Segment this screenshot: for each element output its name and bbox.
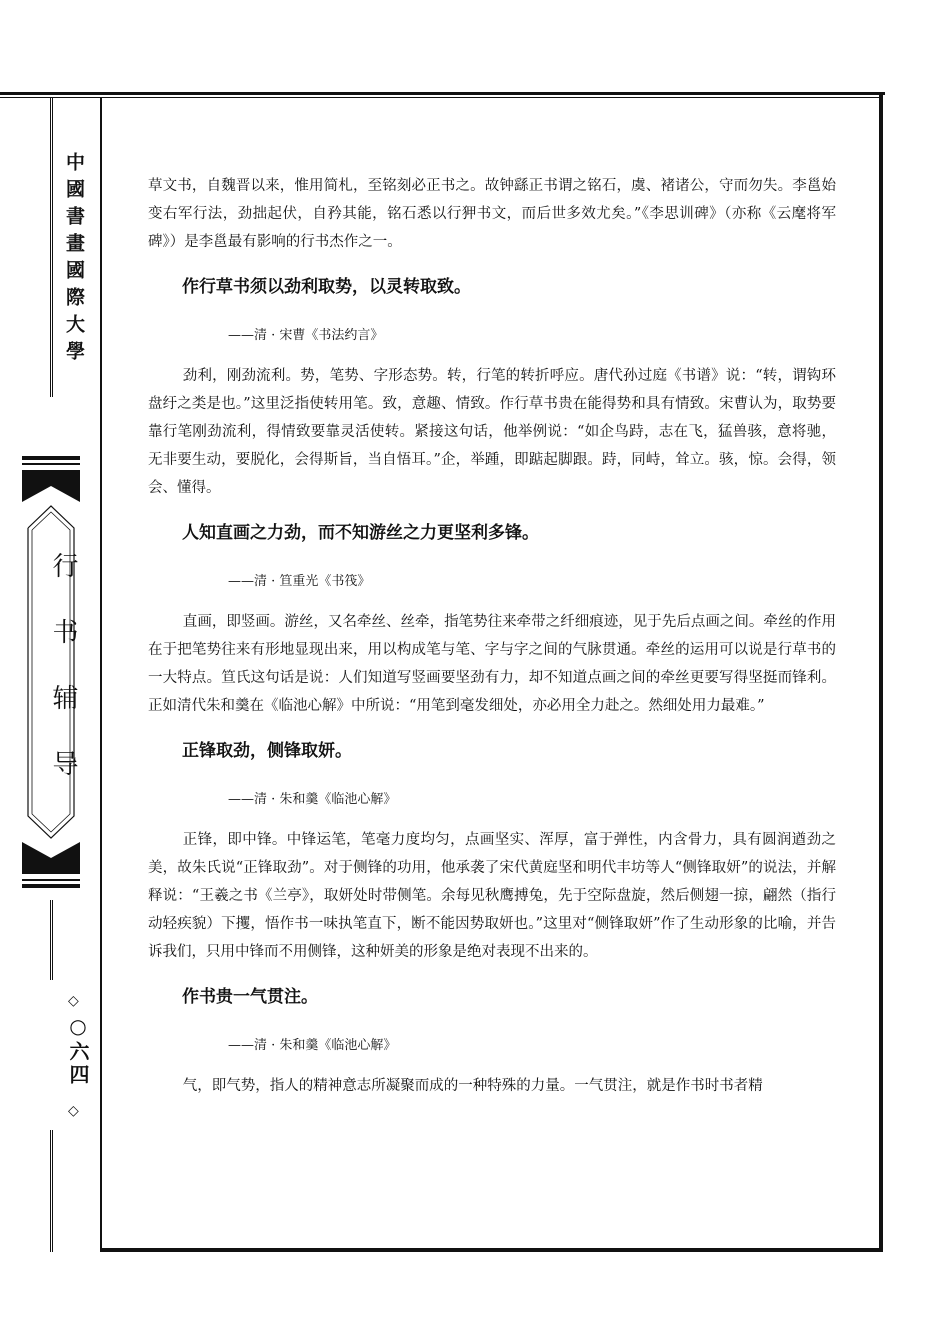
body-paragraph: 直画，即竖画。游丝，又名牵丝、丝牵，指笔势往来牵带之纤细痕迹，见于先后点画之间。牵丝的作用在于把笔势往来有形地显现出来，用以构成笔与笔、字与字之间的气脉贯通。牵丝的运用可以说是行草书的一大特点。笪氏这句话是说：人们知道写竖画要坚劲有力，却不知道点画之间的牵丝更要写得坚挺而锋利。正如清代朱和羹在《临池心解》中所说：“用笔到毫发细处，亦必用全力赴之。然细处用力最难。” (148, 614, 836, 714)
chapter-title: 行书辅导 (48, 552, 78, 816)
quote-source: ——清 · 宋曹《书法约言》 (228, 328, 384, 343)
frame-left-border (100, 97, 102, 1252)
diamond-ornament-icon: ◇ (68, 993, 79, 1009)
body-paragraph: 正锋，即中锋。中锋运笔，笔毫力度均匀，点画坚实、浑厚，富于弹性，内含骨力，具有圆润遒劲之美，故朱氏说“正锋取劲”。对于侧锋的功用，他承袭了宋代黄庭坚和明代丰坊等人“侧锋取妍”的说法，并解释说：“王羲之书《兰亭》，取妍处时带侧笔。余每见秋鹰搏兔，先于空际盘旋，然后侧翅一掠，翩然（指行动轻疾貌）下攫，悟作书一味执笔直下，断不能因势取妍也。”这里对“侧锋取妍”作了生动形象的比喻，并告诉我们，只用中锋而不用侧锋，这种妍美的形象是绝对表现不出来的。 (148, 832, 836, 960)
spine-line (50, 1130, 51, 1252)
spine-line (50, 900, 51, 980)
spine-line (52, 900, 53, 980)
frame-bottom-border (100, 1248, 883, 1252)
quote-heading: 作书贵一气贯注。 (182, 987, 318, 1007)
quote-heading: 人知直画之力劲，而不知游丝之力更坚利多锋。 (182, 523, 539, 543)
page-number: ○六四 (66, 1014, 90, 1087)
spine-line (52, 1130, 53, 1252)
quote-heading: 作行草书须以劲利取势，以灵转取致。 (182, 277, 471, 297)
body-paragraph: 劲利，刚劲流利。势，笔势、字形态势。转，行笔的转折呼应。唐代孙过庭《书谱》说：“转，谓钩环盘纡之类是也。”这里泛指使转用笔。致，意趣、情致。作行草书贵在能得势和具有情致。宋曹认为，取势要靠行笔刚劲流利，得情致要靠灵活使转。紧接这句话，他举例说：“如企鸟跱，志在飞，猛兽骇，意将驰，无非要生动，要脱化，会得斯旨，当自悟耳。”企，举踵，即踮起脚跟。跱，同峙，耸立。骇，惊。会得，领会、懂得。 (148, 368, 836, 496)
frame-right-border (879, 92, 883, 1252)
quote-source: ——清 · 朱和羹《临池心解》 (228, 792, 397, 807)
quote-source: ——清 · 朱和羹《临池心解》 (228, 1038, 397, 1053)
diamond-ornament-icon: ◇ (68, 1103, 79, 1119)
main-content (148, 172, 836, 1100)
series-title: 中國書畫國際大學 (63, 152, 85, 368)
frame-top-inner-border (0, 97, 880, 98)
body-paragraph: 草文书，自魏晋以来，惟用简札，至铭刻必正书之。故钟繇正书谓之铭石，虞、褚诸公，守而勿失。李邕始变右军行法，劲拙起伏，自矜其能，铭石悉以行狎书文，而后世多效尤矣。”《李思训碑》（亦称《云麾将军碑》）是李邕最有影响的行书杰作之一。 (148, 178, 836, 250)
chapter-title-block (20, 456, 82, 888)
body-paragraph: 气，即气势，指人的精神意志所凝聚而成的一种特殊的力量。一气贯注，就是作书时书者精 (182, 1078, 763, 1094)
spine-line (52, 97, 53, 397)
quote-heading: 正锋取劲，侧锋取妍。 (182, 741, 352, 761)
spine-line (50, 97, 51, 397)
quote-source: ——清 · 笪重光《书筏》 (228, 574, 371, 589)
frame-top-border (0, 92, 885, 95)
